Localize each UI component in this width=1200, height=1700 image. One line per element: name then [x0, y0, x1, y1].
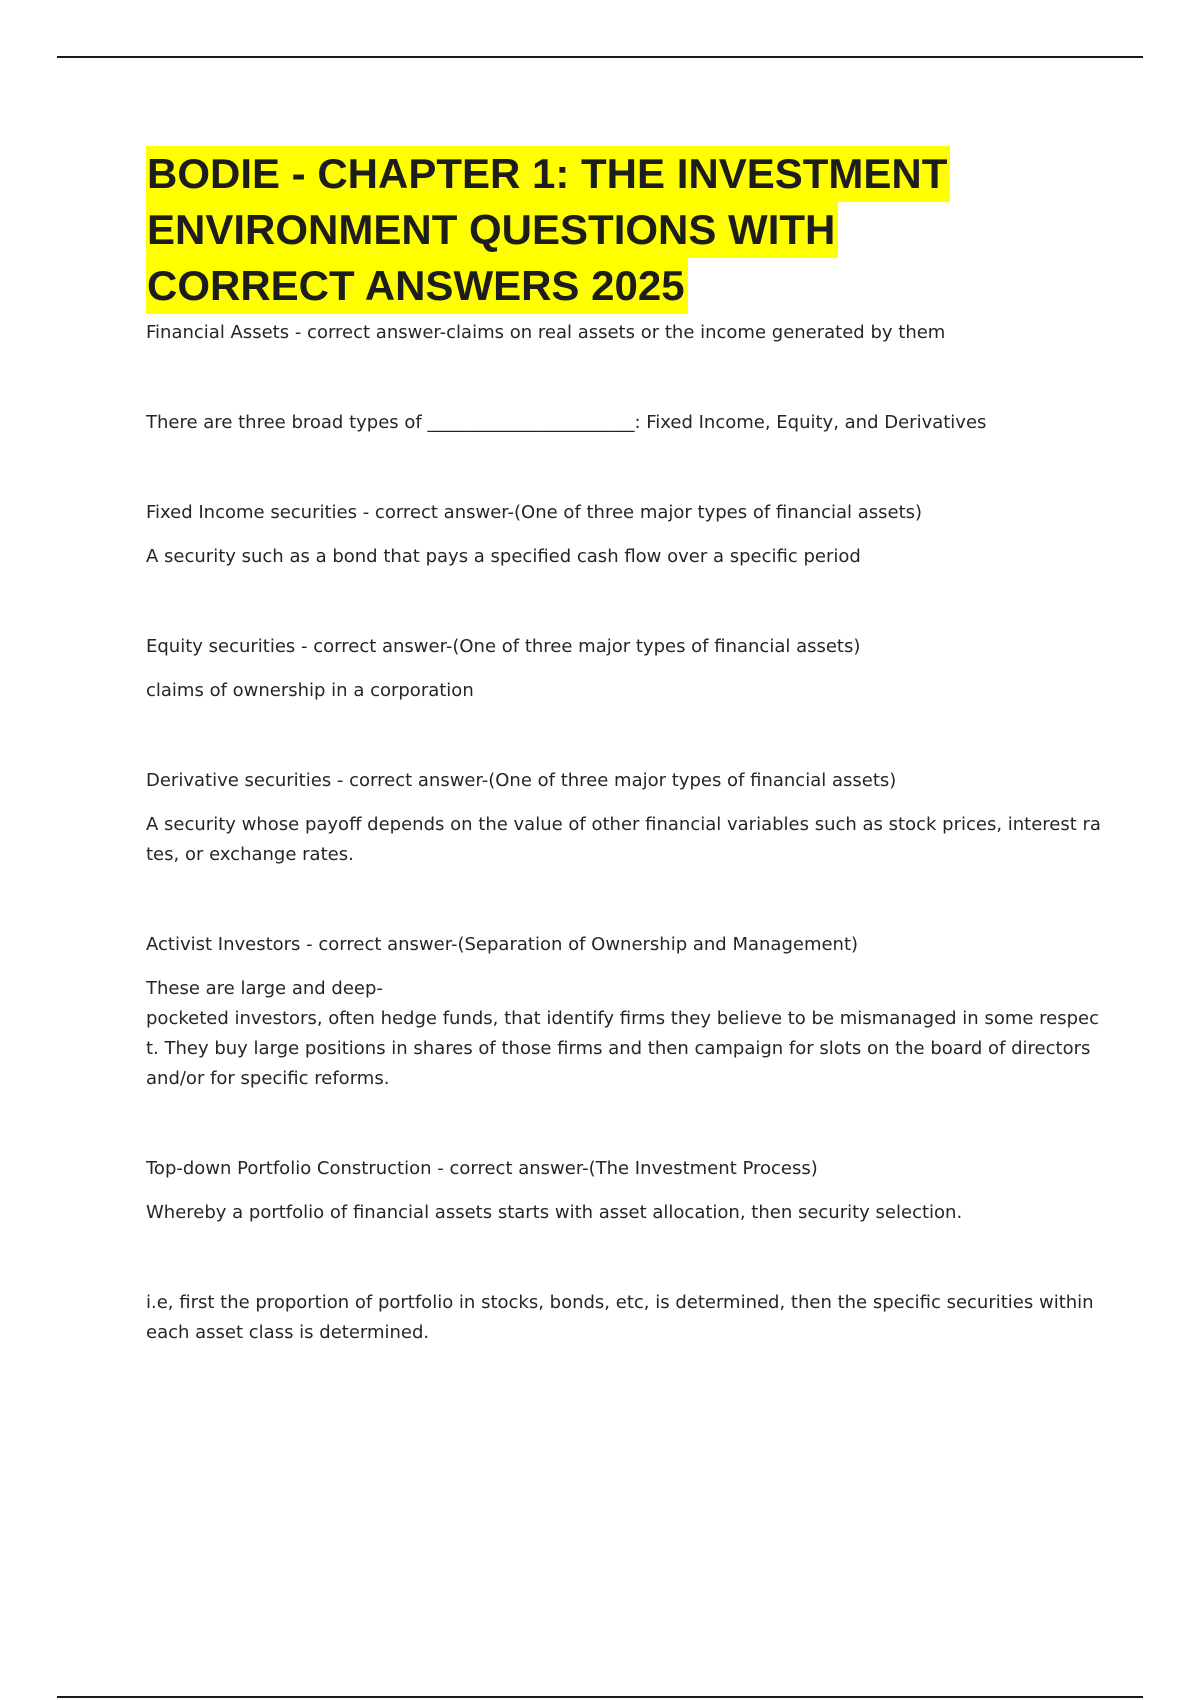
text-line: A security such as a bond that pays a specified cash flow over a specific period — [146, 546, 861, 567]
qa-top-down-question — [146, 1154, 1086, 1184]
text-line: A security whose payoff depends on the value of other financial variables such as stock prices, interest ra — [146, 814, 1101, 835]
text-line: Fixed Income securities - correct answer-(One of three major types of financial assets) — [146, 502, 923, 523]
qa-financial-assets — [146, 318, 1086, 348]
qa-top-down-answer — [146, 1198, 1086, 1228]
qa-derivative-answer — [146, 810, 1101, 870]
title-line: BODIE - CHAPTER 1: THE INVESTMENT — [146, 146, 950, 202]
document-body — [146, 146, 1101, 1348]
bottom-divider — [57, 1696, 1143, 1698]
top-divider — [57, 56, 1143, 58]
text-line: There are three broad types of _______________________: Fixed Income, Equity, and Derivatives — [146, 412, 987, 433]
qa-activist-answer — [146, 974, 1100, 1094]
qa-three-broad-types — [146, 408, 1086, 438]
title-line: ENVIRONMENT QUESTIONS WITH — [146, 202, 838, 258]
text-line: and/or for specific reforms. — [146, 1068, 390, 1089]
document-title — [146, 146, 1086, 314]
qa-equity-answer — [146, 676, 1086, 706]
qa-fixed-income-answer — [146, 542, 1086, 572]
text-line: Financial Assets - correct answer-claims on real assets or the income generated by them — [146, 322, 946, 343]
text-line: t. They buy large positions in shares of those firms and then campaign for slots on the board of directors — [146, 1038, 1091, 1059]
text-line: tes, or exchange rates. — [146, 844, 354, 865]
text-line: These are large and deep- — [146, 978, 383, 999]
text-line: Top-down Portfolio Construction - correct answer-(The Investment Process) — [146, 1158, 818, 1179]
text-line: claims of ownership in a corporation — [146, 680, 474, 701]
text-line: i.e, first the proportion of portfolio in stocks, bonds, etc, is determined, then the specific securities within — [146, 1292, 1094, 1313]
text-line: Derivative securities - correct answer-(One of three major types of financial assets) — [146, 770, 897, 791]
text-line: each asset class is determined. — [146, 1322, 430, 1343]
text-line: Activist Investors - correct answer-(Separation of Ownership and Management) — [146, 934, 859, 955]
qa-top-down-note — [146, 1288, 1094, 1348]
title-line: CORRECT ANSWERS 2025 — [146, 258, 688, 314]
text-line: Equity securities - correct answer-(One of three major types of financial assets) — [146, 636, 861, 657]
qa-equity-question — [146, 632, 1086, 662]
text-line: pocketed investors, often hedge funds, that identify firms they believe to be mismanaged in some respec — [146, 1008, 1100, 1029]
text-line: Whereby a portfolio of financial assets starts with asset allocation, then security selection. — [146, 1202, 963, 1223]
qa-activist-question — [146, 930, 1086, 960]
qa-derivative-question — [146, 766, 1086, 796]
qa-fixed-income-question — [146, 498, 1086, 528]
